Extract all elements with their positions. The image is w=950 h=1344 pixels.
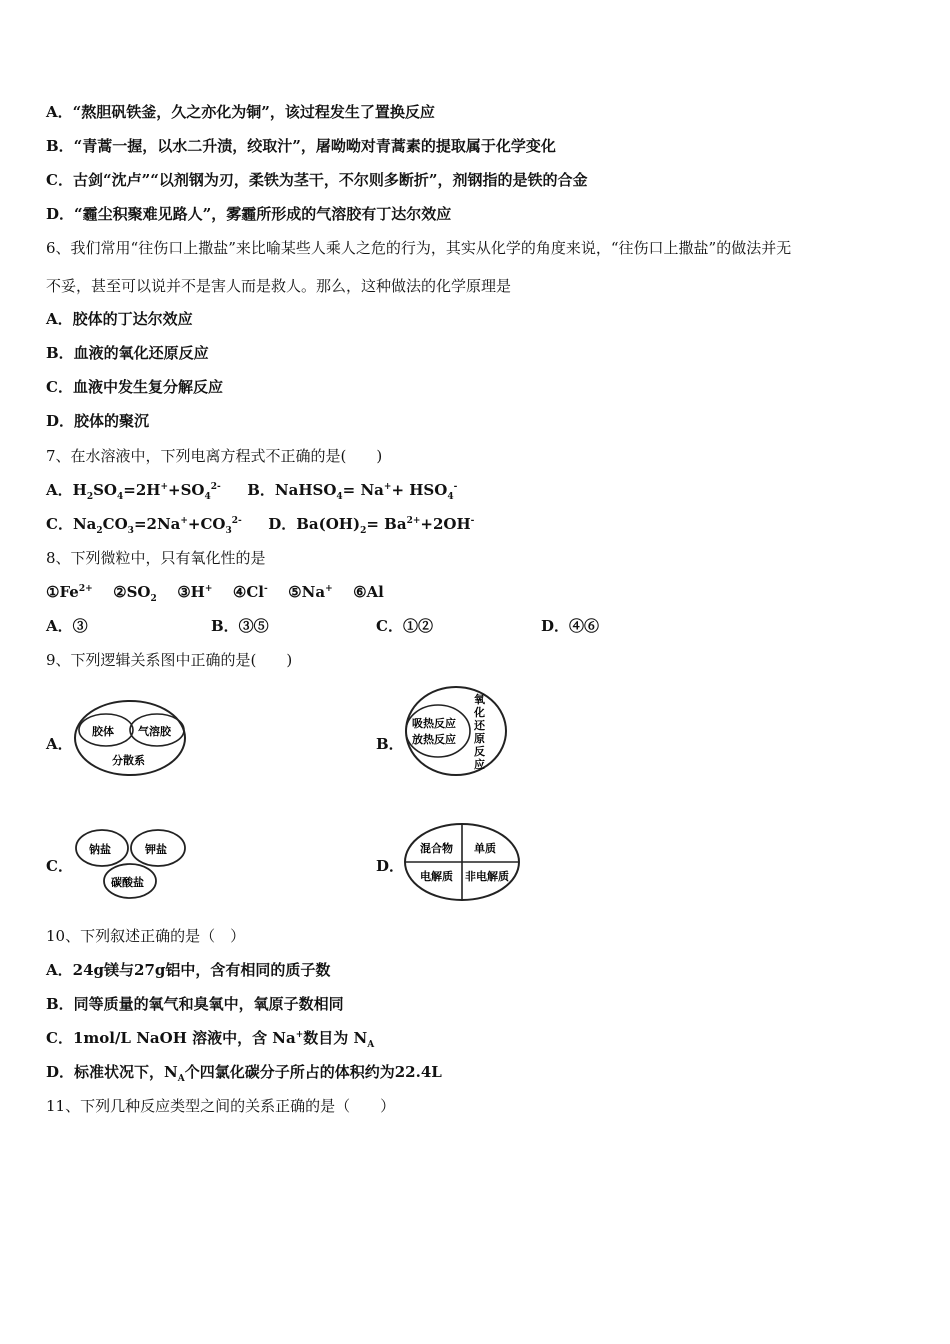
q6-stem-line1: 6、我们常用“往伤口上撒盐”来比喻某些人乘人之危的行为，其实从化学的角度来说，“往伤口上撒盐”的做法并无 [46, 239, 792, 257]
q6-stem-line2: 不妥，甚至可以说并不是害人而是救人。那么，这种做法的化学原理是 [46, 277, 512, 295]
q6-option-b: B．血液的氧化还原反应 [46, 344, 209, 362]
q8-particle-2: $②SO_2$ [113, 583, 157, 604]
q8-particle-1: $①Fe^{2+}$ [46, 583, 93, 601]
q8-option-d: D．④⑥ [541, 617, 600, 635]
q7-option-c: C．$Na_2CO_3=2Na^++CO_3^{2-}$ [46, 515, 242, 536]
q9b-redox-char-6: 应 [474, 758, 485, 771]
q7-options-ab [46, 480, 457, 500]
q8-particle-5: ⑤Na+ [288, 583, 333, 601]
q7-option-d: D．$Ba(OH)_2= Ba^{2+}+2OH^-$ [268, 515, 475, 536]
q5-option-b: B．“青蒿一握，以水二升渍，绞取汁”，屠呦呦对青蒿素的提取属于化学变化 [46, 137, 556, 155]
q8-option-c: C．①② [376, 617, 433, 635]
q9-label-c: C． [46, 857, 73, 875]
q9d-mixture-label: 混合物 [420, 842, 453, 855]
q8-particle-4: ④Cl- [232, 583, 268, 601]
q9c-potassium-salt-label: 钾盐 [145, 843, 167, 856]
q9c-carbonate-label: 碳酸盐 [111, 876, 144, 889]
q9a-colloid-label: 胶体 [92, 725, 114, 738]
q5-option-c: C．古剑“沈卢”“以剂钢为刃，柔铁为茎干，不尔则多断折”，剂钢指的是铁的合金 [46, 171, 588, 189]
q10-option-d: D．标准状况下，$N_A$个四氯化碳分子所占的体积约为22.4L [46, 1063, 442, 1084]
q10-option-a: A．24g镁与27g铝中，含有相同的质子数 [46, 961, 331, 979]
q9a-aerosol-label: 气溶胶 [138, 725, 171, 738]
q9d-element-label: 单质 [474, 842, 496, 855]
q8-particle-3: ③H+ [177, 583, 213, 601]
q9-diagram-d [402, 820, 524, 904]
q9-diagram-b [402, 683, 512, 779]
q9-label-a: A． [46, 735, 73, 753]
q10-option-c: C．1mol/L NaOH 溶液中，含 Na+数目为 $N_A$ [46, 1029, 375, 1050]
q9-stem: 9、下列逻辑关系图中正确的是( ) [46, 651, 293, 669]
q9a-dispersion-label: 分散系 [112, 754, 145, 767]
q9-label-d: D． [376, 857, 405, 875]
q8-particles [46, 582, 384, 602]
q9b-redox-char-1: 氧 [474, 693, 485, 706]
q9b-redox-char-5: 反 [474, 745, 485, 758]
q8-option-b: B．③⑤ [211, 617, 269, 635]
q9b-endothermic-label: 吸热反应 [412, 717, 456, 730]
q9-diagram-a [72, 697, 190, 779]
q8-option-a: A．③ [46, 617, 88, 635]
q6-option-d: D．胶体的聚沉 [46, 412, 150, 430]
q8-particle-6: ⑥Al [353, 583, 384, 601]
q6-option-c: C．血液中发生复分解反应 [46, 378, 223, 396]
q9b-redox-char-4: 原 [474, 732, 485, 745]
q8-stem: 8、下列微粒中，只有氧化性的是 [46, 549, 266, 567]
q7-option-b: B．NaHSO$_4$= $Na^++ HSO_4^-$ [247, 481, 458, 502]
q9b-exothermic-label: 放热反应 [412, 733, 456, 746]
q9d-nonelectrolyte-label: 非电解质 [465, 870, 509, 883]
q10-option-b: B．同等质量的氧气和臭氧中，氧原子数相同 [46, 995, 344, 1013]
q5-option-a: A．“熬胆矾铁釜，久之亦化为铜”，该过程发生了置换反应 [46, 103, 435, 121]
q6-option-a: A．胶体的丁达尔效应 [46, 310, 193, 328]
q7-options-cd [46, 514, 474, 534]
q9-diagram-c [72, 826, 190, 902]
q11-stem: 11、下列几种反应类型之间的关系正确的是（ ） [46, 1097, 396, 1115]
q9b-redox-char-2: 化 [474, 706, 485, 719]
q9c-sodium-salt-label: 钠盐 [89, 843, 111, 856]
q9d-electrolyte-label: 电解质 [420, 870, 453, 883]
q10-stem: 10、下列叙述正确的是（ ） [46, 927, 246, 945]
q7-option-a: A．$H_2SO_4=2H^++SO_4^{2-}$ [46, 481, 221, 502]
q5-option-d: D．“霾尘积聚难见路人”，雾霾所形成的气溶胶有丁达尔效应 [46, 205, 452, 223]
q9-label-b: B． [376, 735, 404, 753]
q7-stem: 7、在水溶液中，下列电离方程式不正确的是( ) [46, 447, 383, 465]
q9b-redox-char-3: 还 [474, 719, 485, 732]
